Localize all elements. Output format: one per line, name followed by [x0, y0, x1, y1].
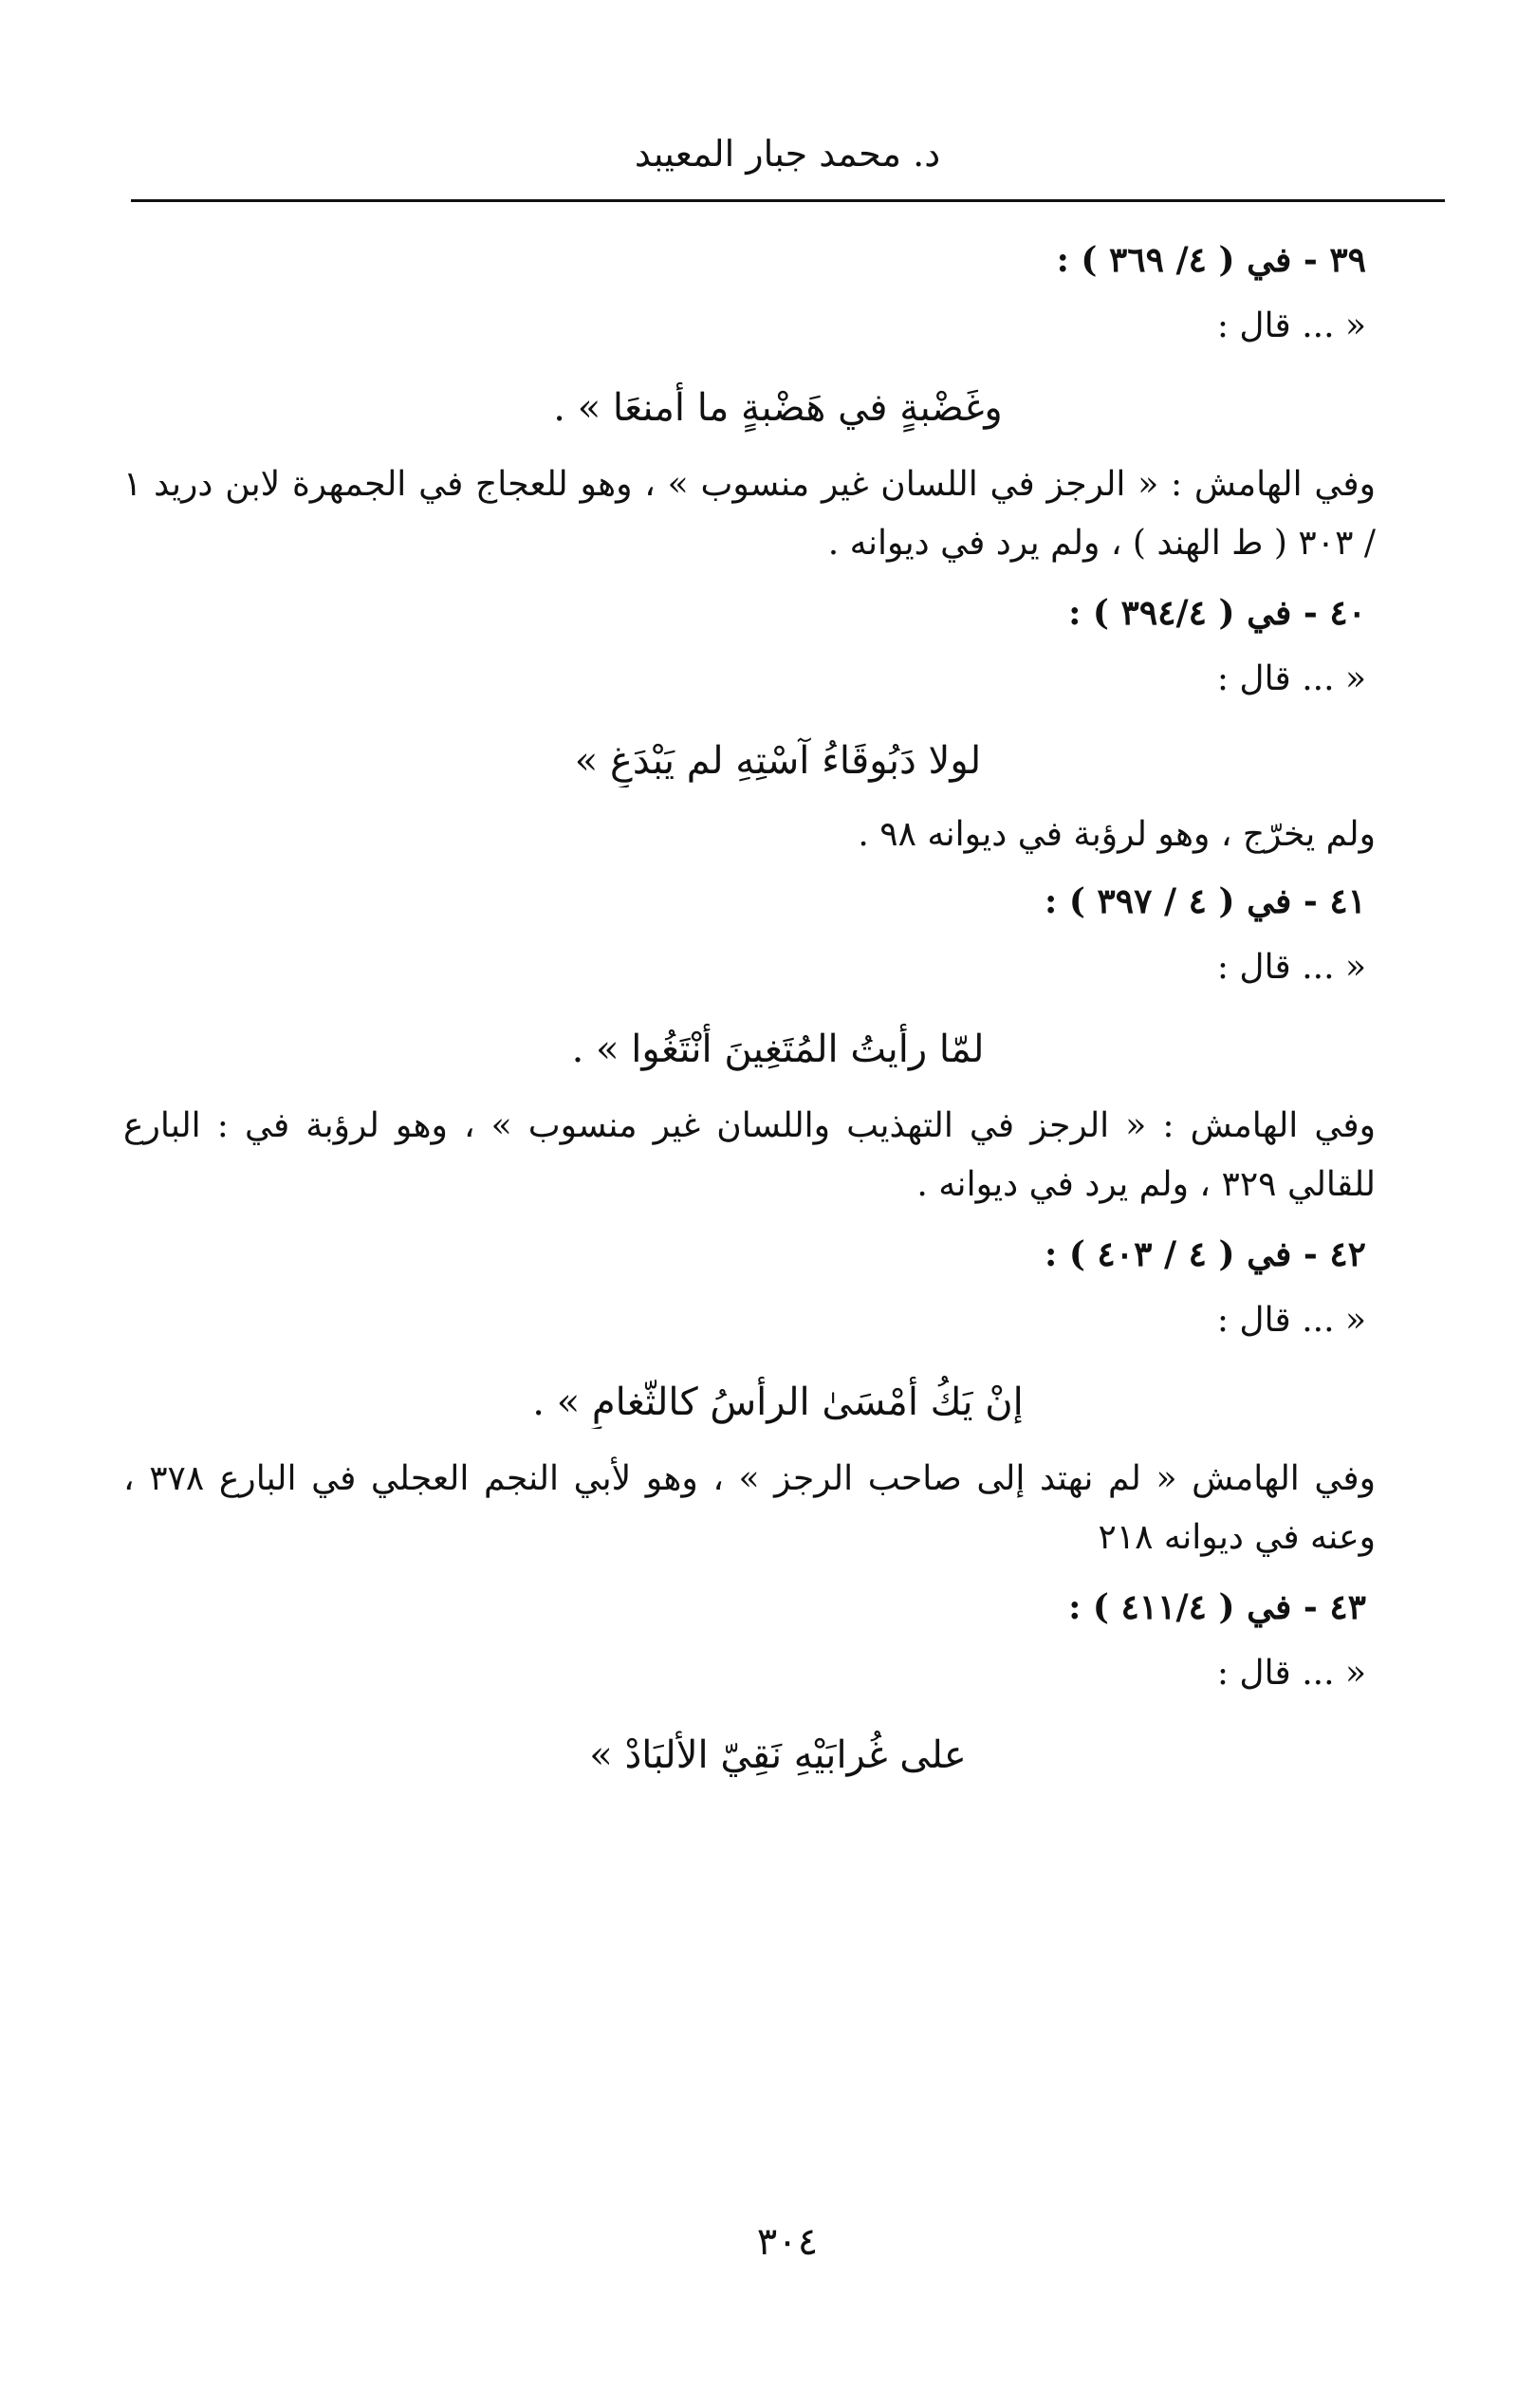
entry-verse-42: إنْ يَكُ أمْسَىٰ الرأسُ كالثّغامِ » .	[532, 1380, 1024, 1424]
entry-note-39: وفي الهامش : « الرجز في اللسان غير منسوب » ، وهو للعجاج في الجمهرة لابن دريد ١ / ٣٠٣ ( ط الهند ) ، ولم يرد في ديوانه .	[123, 465, 1376, 563]
entry-heading-41: ٤١ - في ( ٤ / ٣٩٧ ) :	[1045, 881, 1366, 921]
entry-said-42: « ... قال :	[1216, 1301, 1366, 1340]
entry-heading-43: ٤٣ - في ( ٤١١/٤ ) :	[1068, 1587, 1366, 1627]
entry-said-39: « ... قال :	[1216, 306, 1366, 345]
running-header-author: د. محمد جبار المعيبد	[634, 133, 941, 175]
header-rule	[131, 199, 1445, 202]
entry-verse-43: على غُرابَيْهِ نَقِيّ الألبَادْ »	[589, 1733, 967, 1777]
page-number: ٣٠٤	[756, 2220, 819, 2264]
entry-note-41: وفي الهامش : « الرجز في التهذيب واللسان غير منسوب » ، وهو لرؤبة في : البارع للقالي ٣٢٩ ، ولم يرد في ديوانه .	[123, 1106, 1376, 1204]
entry-verse-40: لولا دَبُوقَاءُ آسْتِهِ لم يَبْدَغِ »	[574, 739, 982, 783]
entry-said-43: « ... قال :	[1216, 1654, 1366, 1693]
entry-said-40: « ... قال :	[1216, 659, 1366, 698]
entry-heading-40: ٤٠ - في ( ٣٩٤/٤ ) :	[1068, 593, 1366, 633]
entry-verse-41: لمّا رأيتُ المُتَغِينَ أنْتَغُوا » .	[571, 1028, 985, 1071]
entry-heading-42: ٤٢ - في ( ٤ / ٤٠٣ ) :	[1045, 1234, 1366, 1274]
entry-said-41: « ... قال :	[1216, 948, 1366, 987]
entry-heading-39: ٣٩ - في ( ٤/ ٣٦٩ ) :	[1056, 240, 1366, 280]
entry-note-40: ولم يخرّج ، وهو لرؤبة في ديوانه ٩٨ .	[858, 815, 1376, 854]
page-body	[123, 220, 1433, 2213]
entry-verse-39: وغَضْبةٍ في هَضْبةٍ ما أمنعَا » .	[553, 386, 1003, 430]
entry-note-42: وفي الهامش « لم نهتد إلى صاحب الرجز » ، وهو لأبي النجم العجلي في البارع ٣٧٨ ، وعنه في ديوانه ٢١٨	[123, 1459, 1376, 1557]
